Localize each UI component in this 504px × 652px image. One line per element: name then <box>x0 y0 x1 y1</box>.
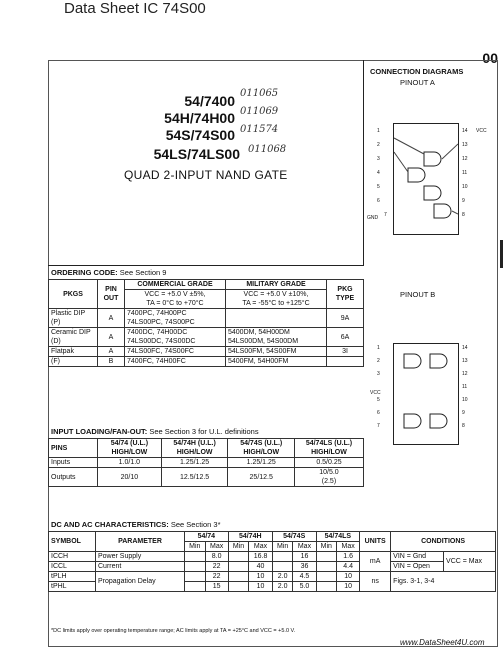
pin-number: 12 <box>462 371 468 377</box>
loading-table: PINS 54/74 (U.L.) HIGH/LOW 54/74H (U.L.) HIGH/LOW 54/74S (U.L.) HIGH/LOW 54/74LS (U.L.) HIGH/LOW Inputs 1.0/1.0 1.25/1.25 1.25/1.25 0.5/0.25 Outputs 20/10 12.5/12.5 25/12.5 10/5.0 (2.5) <box>48 438 364 487</box>
part-74ls00: 54LS/74LS00 <box>153 146 240 162</box>
pin-number: 3 <box>377 371 380 377</box>
pin-number: 4 <box>377 170 380 176</box>
pin-number: 9 <box>462 198 465 204</box>
part-7400: 54/7400 <box>184 93 235 109</box>
pinout-b-chip <box>393 343 459 445</box>
ordering-table <box>48 279 364 367</box>
dc-heading: DC AND AC CHARACTERISTICS: See Section 3* <box>51 520 221 529</box>
mil-conditions: VCC = +5.0 V ±10%, TA = -55°C to +125°C <box>226 290 327 309</box>
pin-number: 6 <box>377 410 380 416</box>
pin-number: 14 <box>462 345 468 351</box>
pinout-a-chip <box>393 123 459 235</box>
pinout-b-label: PINOUT B <box>400 290 436 299</box>
table-row: Flatpak A 74LS00FC, 74S00FC 54LS00FM, 54S00FM 3I <box>49 347 364 357</box>
part-74h00: 54H/74H00 <box>164 110 235 126</box>
pin-number: 8 <box>462 423 465 429</box>
table-row: tPHL 15 10 2.0 5.0 10 <box>49 582 496 592</box>
footnote: *DC limits apply over operating temperature range; AC limits apply at TA = +25°C and VCC = +5.0 V. <box>51 628 296 634</box>
table-row: tPLH Propagation Delay 22 10 2.0 4.5 10 ns Figs. 3-1, 3-4 <box>49 572 496 582</box>
handwritten-note: 011069 <box>240 106 279 117</box>
ordering-heading: ORDERING CODE: See Section 9 <box>51 268 167 277</box>
col-header: PKG TYPE <box>327 280 364 309</box>
gnd-label: GND <box>367 215 379 221</box>
connection-heading: CONNECTION DIAGRAMS <box>370 67 464 76</box>
nand-gates-a <box>394 124 458 234</box>
pin-number: 8 <box>462 212 465 218</box>
pin-number: 7 <box>384 212 387 218</box>
pin-number: 2 <box>377 358 380 364</box>
col-header: PKGS <box>49 280 98 309</box>
comm-conditions: VCC = +5.0 V ±5%, TA = 0°C to +70°C <box>125 290 226 309</box>
pin-number: 13 <box>462 142 468 148</box>
pin-number: 1 <box>377 128 380 134</box>
handwritten-note: 011065 <box>240 88 279 99</box>
nand-gates-b <box>394 344 458 444</box>
vcc-label: VCC <box>370 390 381 396</box>
col-header: PIN OUT <box>98 280 125 309</box>
dc-table: SYMBOL PARAMETER 54/74 54/74H 54/74S 54/74LS UNITS CONDITIONS Min Max Min Max Min Max Min Max ICCH Power Supply 8.0 16.8 16 1.6 mA VIN = Gnd VCC = Max ICCL Current 22 40 36 4.4 VIN = Open tPLH Propagation Delay 22 10 2.0 4.5 10 ns Figs. 3-1, 3-4 tPHL 15 10 2.0 5.0 10 <box>48 531 496 592</box>
page-edge-mark <box>500 240 503 268</box>
pin-number: 10 <box>462 184 468 190</box>
pin-number: 10 <box>462 397 468 403</box>
table-row: Outputs 20/10 12.5/12.5 25/12.5 10/5.0 (2.5) <box>49 468 364 487</box>
loading-heading: INPUT LOADING/FAN-OUT: See Section 3 for U.L. definitions <box>51 427 259 436</box>
pin-number: 5 <box>377 397 380 403</box>
col-header: COMMERCIAL GRADE <box>125 280 226 290</box>
divider <box>48 265 364 266</box>
pin-number: 7 <box>377 423 380 429</box>
divider-vertical <box>363 60 364 265</box>
pinout-a-label: PINOUT A <box>400 78 435 87</box>
page-number: 00 <box>482 50 498 66</box>
handwritten-note: 011574 <box>240 124 279 135</box>
pin-number: 11 <box>462 170 468 176</box>
table-row: Ceramic DIP (D) A 7400DC, 74H00DC 74LS00DC, 74S00DC 5400DM, 54H00DM 54LS00DM, 54S00DM 6A <box>49 328 364 347</box>
part-74s00: 54S/74S00 <box>165 127 235 143</box>
table-row: ICCH Power Supply 8.0 16.8 16 1.6 mA VIN = Gnd VCC = Max <box>49 552 496 562</box>
vcc-label: VCC <box>476 128 487 134</box>
device-subtitle: QUAD 2-INPUT NAND GATE <box>124 168 288 182</box>
pin-number: 14 <box>462 128 468 134</box>
table-row: ICCL Current 22 40 36 4.4 VIN = Open <box>49 562 496 572</box>
pin-number: 6 <box>377 198 380 204</box>
watermark-link[interactable]: www.DataSheet4U.com <box>400 638 485 647</box>
page-title: Data Sheet IC 74S00 <box>64 0 206 17</box>
table-row: (F) B 7400FC, 74H00FC 5400FM, 54H00FM <box>49 357 364 367</box>
table-row: Plastic DIP (P) A 7400PC, 74H00PC 74LS00PC, 74S00PC 9A <box>49 309 364 328</box>
pin-number: 11 <box>462 384 468 390</box>
pin-number: 1 <box>377 345 380 351</box>
pin-number: 2 <box>377 142 380 148</box>
pin-number: 13 <box>462 358 468 364</box>
pin-number: 12 <box>462 156 468 162</box>
table-row: Inputs 1.0/1.0 1.25/1.25 1.25/1.25 0.5/0.25 <box>49 458 364 468</box>
col-header: MILITARY GRADE <box>226 280 327 290</box>
pin-number: 5 <box>377 184 380 190</box>
handwritten-note: 011068 <box>248 144 287 155</box>
pin-number: 3 <box>377 156 380 162</box>
pin-number: 9 <box>462 410 465 416</box>
